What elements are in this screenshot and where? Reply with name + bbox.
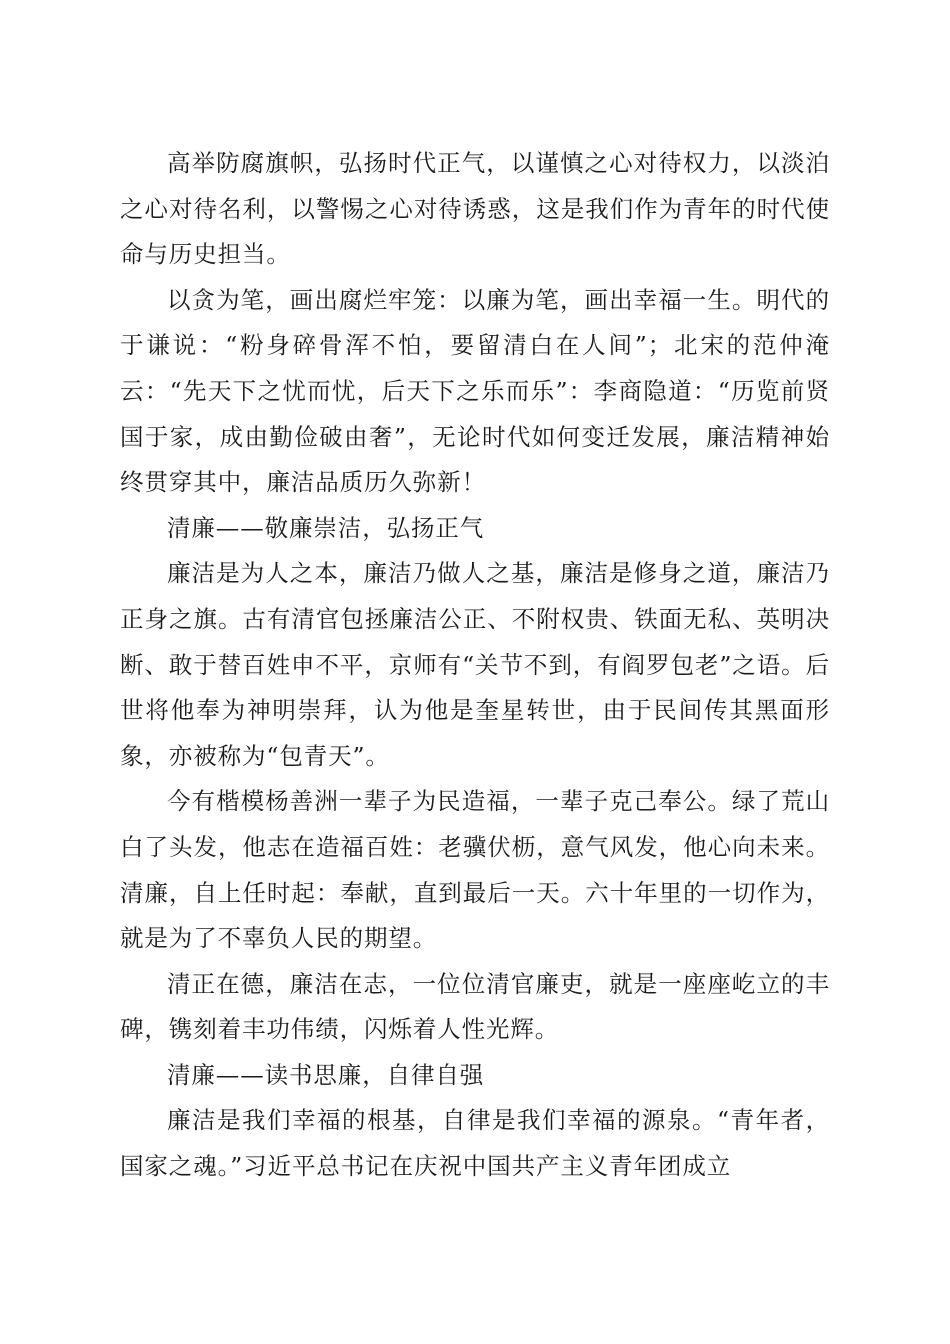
document-body bbox=[120, 141, 830, 1190]
section-heading-1: 清廉——敬廉崇洁，弘扬正气 bbox=[167, 513, 485, 542]
paragraph-6: 廉洁是我们幸福的根基，自律是我们幸福的源泉。“青年者，国家之魂。”习近平总书记在庆祝中国共产主义青年团成立 bbox=[120, 1106, 830, 1181]
section-heading-2: 清廉——读书思廉，自律自强 bbox=[167, 1060, 485, 1089]
paragraph-2: 以贪为笔，画出腐烂牢笼：以廉为笔，画出幸福一生。明代的于谦说：“粉身碎骨浑不怕，要留清白在人间”；北宋的范仲淹云：“先天下之忧而忧，后天下之乐而乐”：李商隐道：“历览前贤国于家，成由勤俭破由奢”，无论时代如何变迁发展，廉洁精神始终贯穿其中，廉洁品质历久弥新！ bbox=[120, 285, 830, 497]
paragraph-1: 高举防腐旗帜，弘扬时代正气，以谨慎之心对待权力，以淡泊之心对待名利，以警惕之心对待诱惑，这是我们作为青年的时代使命与历史担当。 bbox=[120, 149, 830, 269]
paragraph-5: 清正在德，廉洁在志，一位位清官廉吏，就是一座座屹立的丰碑，镌刻着丰功伟绩，闪烁着人性光辉。 bbox=[120, 969, 830, 1044]
paragraph-3: 廉洁是为人之本，廉洁乃做人之基，廉洁是修身之道，廉洁乃正身之旗。古有清官包拯廉洁公正、不附权贵、铁面无私、英明决断、敢于替百姓申不平，京师有“关节不到，有阎罗包老”之语。后世将他奉为神明崇拜，认为他是奎星转世，由于民间传其黑面形象，亦被称为“包青天”。 bbox=[120, 559, 830, 770]
paragraph-4: 今有楷模杨善洲一辈子为民造福，一辈子克己奉公。绿了荒山白了头发，他志在造福百姓：老骥伏枥，意气风发，他心向未来。清廉，自上任时起：奉献，直到最后一天。六十年里的一切作为，就是为了不辜负人民的期望。 bbox=[120, 787, 830, 953]
